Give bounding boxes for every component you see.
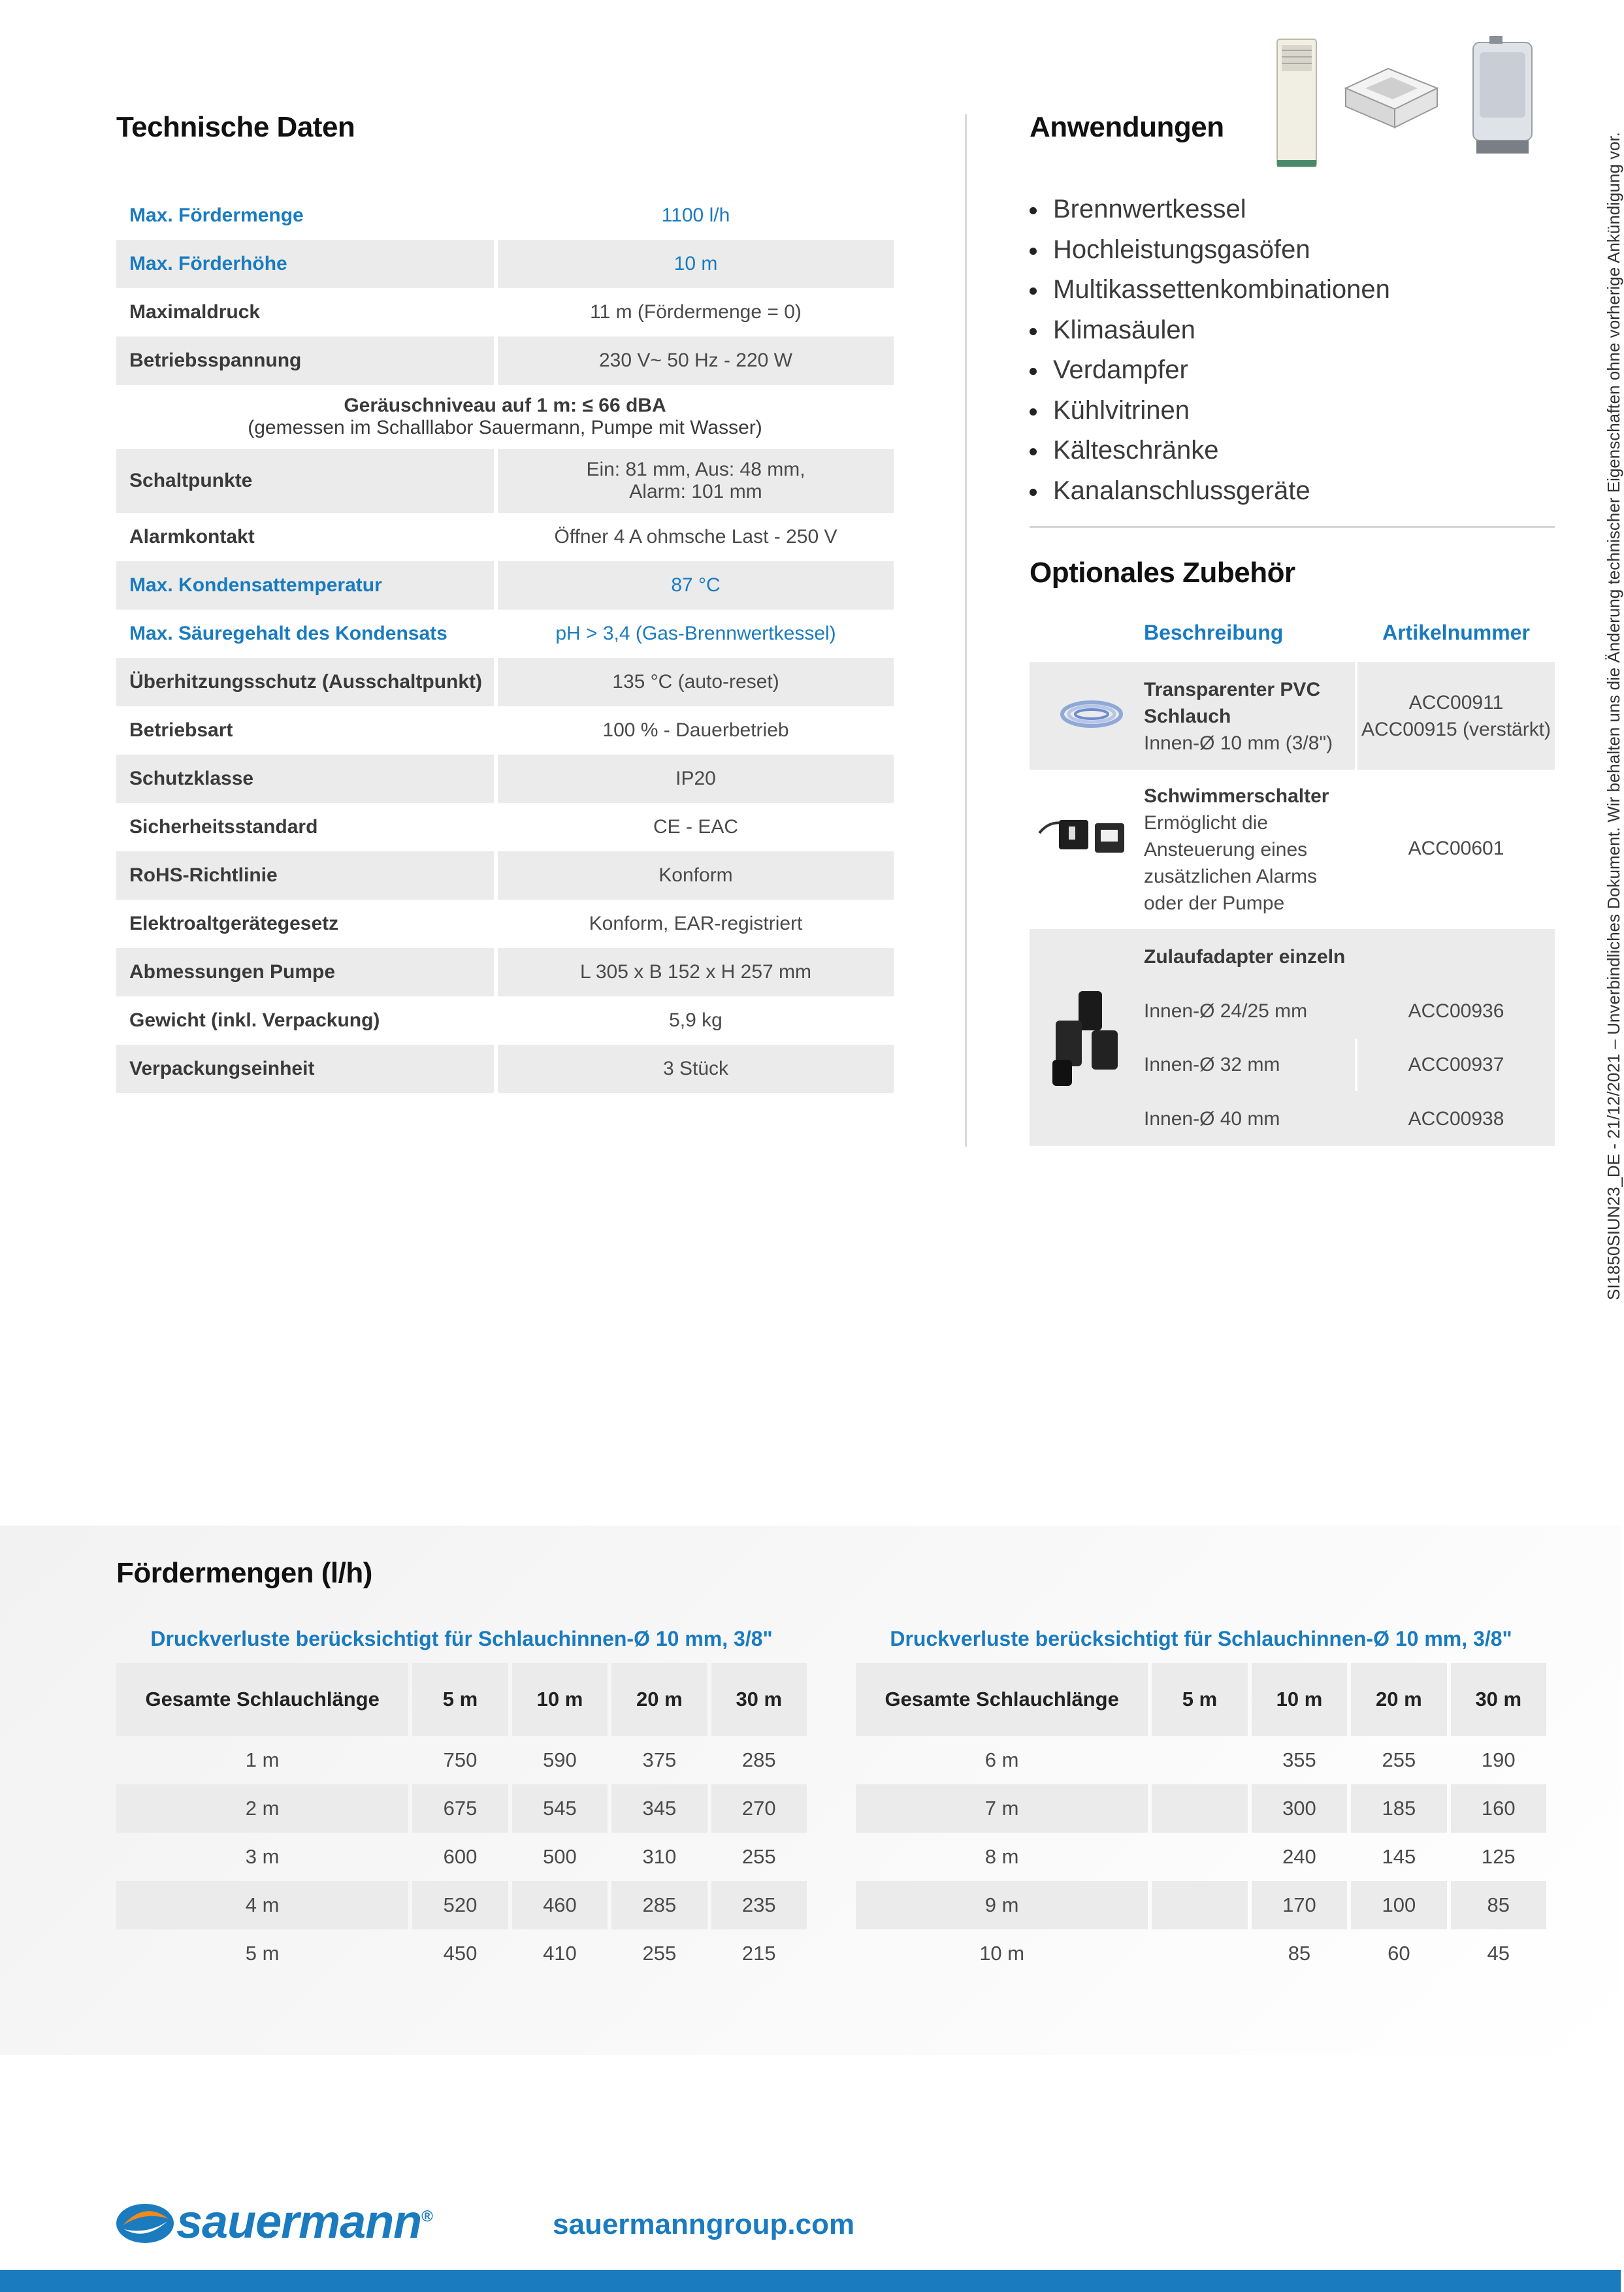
cell: 500	[543, 1845, 577, 1868]
col-header: 20 m	[611, 1663, 707, 1736]
col-header: 30 m	[1451, 1663, 1546, 1736]
cell: 750	[443, 1748, 478, 1771]
tech-label: Gewicht (inkl. Verpackung)	[129, 1009, 380, 1031]
tech-label: Elektroaltgerätegesetz	[129, 913, 339, 934]
table-row	[856, 1929, 1546, 1978]
accessory-hose	[1030, 662, 1555, 770]
adapter-image	[1043, 985, 1128, 1096]
cell: 675	[412, 1784, 508, 1833]
list-item: Multikassettenkombinationen	[1030, 270, 1390, 310]
cell	[1152, 1881, 1247, 1929]
tech-label: Alarmkontakt	[129, 526, 255, 548]
cell: 3 m	[245, 1845, 280, 1868]
float-switch-detail: Ansteuerung eines	[1144, 839, 1308, 860]
table-row	[856, 1784, 1546, 1833]
hose-name-line2: Schlauch	[1144, 706, 1231, 727]
column-divider	[965, 114, 967, 1147]
tech-row	[116, 1045, 894, 1093]
cell: 60	[1388, 1942, 1410, 1965]
cell: 255	[1382, 1748, 1416, 1771]
cell: 255	[741, 1845, 776, 1868]
adapter-desc: Innen-Ø 24/25 mm	[1144, 1000, 1308, 1022]
cell: 125	[1481, 1845, 1516, 1868]
list-item: Brennwertkessel	[1030, 189, 1390, 230]
tech-value: 1100 l/h	[661, 205, 730, 226]
list-item: Kanalanschlussgeräte	[1030, 471, 1390, 512]
section-divider	[1030, 526, 1555, 528]
footer-bar	[0, 2270, 1621, 2292]
hose-name-line1: Transparenter PVC	[1144, 679, 1321, 700]
col-article-header: Artikelnummer	[1382, 621, 1530, 644]
cell: 590	[543, 1748, 577, 1771]
brand-logo-text: sauermann	[176, 2196, 422, 2248]
tech-title: Technische Daten	[116, 111, 355, 143]
tech-value: Konform, EAR-registriert	[589, 913, 803, 934]
cell: 160	[1451, 1784, 1546, 1833]
tech-row	[116, 900, 894, 948]
tech-row	[116, 336, 894, 385]
tech-row	[116, 658, 894, 706]
cell: 520	[412, 1881, 508, 1929]
tech-value	[498, 449, 894, 513]
flow-caption-right: Druckverluste berücksichtigt für Schlauchinnen-Ø 10 mm, 3/8"	[890, 1627, 1512, 1650]
accessories-title: Optionales Zubehör	[1030, 557, 1295, 589]
tech-label: Schutzklasse	[116, 755, 494, 803]
cell: 85	[1288, 1942, 1311, 1965]
side-disclaimer: SI1850SIUN23_DE - 21/12/2021 – Unverbindliches Dokument. Wir behalten uns die Änderung technischer Eigenschaften ohne vorherige Ankündigung vor.	[1604, 132, 1623, 1300]
tech-row	[116, 513, 894, 561]
adapter-title	[1144, 943, 1345, 970]
tech-value: 3 Stück	[498, 1045, 894, 1093]
cell: 285	[741, 1748, 776, 1771]
flow-table-right	[852, 1663, 1550, 1978]
cell: 235	[711, 1881, 807, 1929]
cell: 460	[512, 1881, 608, 1929]
cell: 285	[611, 1881, 707, 1929]
tech-label: Sicherheitsstandard	[129, 816, 318, 838]
list-item: Verdampfer	[1030, 350, 1390, 391]
boiler-image	[1473, 36, 1532, 154]
table-row	[116, 1881, 807, 1929]
table-row	[116, 1929, 807, 1978]
cassette-ac-image	[1346, 69, 1437, 127]
col-description-header: Beschreibung	[1144, 621, 1284, 644]
cell: 300	[1252, 1784, 1347, 1833]
adapter-desc: Innen-Ø 40 mm	[1144, 1108, 1280, 1130]
tech-table	[116, 191, 894, 1093]
cell: 45	[1487, 1942, 1510, 1965]
table-row	[116, 1736, 807, 1784]
noise-line2: (gemessen im Schalllabor Sauermann, Pumpe mit Wasser)	[248, 417, 762, 438]
cell: 100	[1351, 1881, 1446, 1929]
hose-description	[1144, 676, 1333, 757]
cell: 8 m	[984, 1845, 1019, 1868]
tech-value: Öffner 4 A ohmsche Last - 250 V	[554, 526, 837, 548]
tech-label: Max. Kondensattemperatur	[116, 561, 494, 610]
tech-label: Betriebsart	[129, 719, 233, 741]
list-item: Hochleistungsgasöfen	[1030, 230, 1390, 270]
tech-row	[116, 610, 894, 658]
hose-article-2: ACC00915 (verstärkt)	[1361, 719, 1551, 740]
tech-value: 87 °C	[498, 561, 894, 610]
adapter-desc: Innen-Ø 32 mm	[1144, 1054, 1280, 1075]
cell: 375	[642, 1748, 677, 1771]
hose-detail: Innen-Ø 10 mm (3/8")	[1144, 732, 1333, 754]
tech-value-line1: Ein: 81 mm, Aus: 48 mm,	[586, 459, 805, 480]
table-row	[856, 1736, 1546, 1784]
col-header: Gesamte Schlauchlänge	[116, 1663, 408, 1736]
tech-value: 230 V~ 50 Hz - 220 W	[498, 336, 894, 385]
float-switch-description	[1144, 783, 1329, 917]
accessory-adapters	[1030, 929, 1555, 1146]
flow-caption-left: Druckverluste berücksichtigt für Schlauchinnen-Ø 10 mm, 3/8"	[150, 1627, 773, 1650]
tech-label: Abmessungen Pumpe	[116, 948, 494, 996]
hose-article-1: ACC00911	[1408, 692, 1504, 713]
cell: 9 m	[856, 1881, 1148, 1929]
cell: 190	[1481, 1748, 1516, 1771]
tech-label: Max. Förderhöhe	[116, 240, 494, 288]
adapter-article: ACC00938	[1408, 1108, 1504, 1130]
cell: 410	[543, 1942, 577, 1965]
col-header: 30 m	[711, 1663, 807, 1736]
list-item: Klimasäulen	[1030, 310, 1390, 351]
cell: 1 m	[245, 1748, 280, 1771]
tech-row	[116, 706, 894, 755]
col-header: 5 m	[412, 1663, 508, 1736]
col-header: Gesamte Schlauchlänge	[856, 1663, 1148, 1736]
tech-row	[116, 803, 894, 851]
tech-value-line2: Alarm: 101 mm	[629, 481, 762, 502]
col-header: 5 m	[1152, 1663, 1247, 1736]
tech-value: IP20	[498, 755, 894, 803]
tech-value: 5,9 kg	[669, 1009, 723, 1031]
float-switch-detail: Ermöglicht die	[1144, 812, 1269, 834]
tech-value: 10 m	[498, 240, 894, 288]
tech-value: 135 °C (auto-reset)	[498, 658, 894, 706]
floor-ac-unit-image	[1277, 39, 1316, 167]
sauermann-logo-icon	[115, 2201, 175, 2246]
list-item: Kühlvitrinen	[1030, 391, 1390, 431]
float-switch-detail: oder der Pumpe	[1144, 892, 1285, 914]
tech-row	[116, 948, 894, 996]
table-row	[116, 1833, 807, 1881]
cell: 600	[443, 1845, 478, 1868]
cell: 355	[1282, 1748, 1316, 1771]
cell: 2 m	[116, 1784, 408, 1833]
hose-article-numbers	[1357, 689, 1555, 743]
tech-row	[116, 288, 894, 336]
cell: 6 m	[984, 1748, 1019, 1771]
tech-row	[116, 449, 894, 513]
tech-row	[116, 191, 894, 240]
tech-value: L 305 x B 152 x H 257 mm	[498, 948, 894, 996]
tech-row	[116, 561, 894, 610]
float-switch-image	[1033, 804, 1131, 862]
tech-row	[116, 755, 894, 803]
float-switch-detail: zusätzlichen Alarms	[1144, 866, 1318, 887]
cell: 345	[611, 1784, 707, 1833]
cell: 270	[711, 1784, 807, 1833]
tech-label: Überhitzungsschutz (Ausschaltpunkt)	[116, 658, 494, 706]
noise-line1: Geräuschniveau auf 1 m: ≤ 66 dBA	[344, 395, 666, 416]
float-switch-article: ACC00601	[1408, 838, 1504, 859]
float-switch-name: Schwimmerschalter	[1144, 785, 1329, 807]
flow-table-left	[112, 1663, 811, 1978]
tech-row	[116, 996, 894, 1045]
adapter-name: Zulaufadapter einzeln	[1144, 946, 1346, 968]
cell	[1152, 1784, 1247, 1833]
apps-title: Anwendungen	[1030, 111, 1224, 143]
cell: 545	[512, 1784, 608, 1833]
cell: 240	[1282, 1845, 1316, 1868]
adapter-article: ACC00937	[1408, 1054, 1504, 1075]
tech-label: Maximaldruck	[129, 301, 261, 323]
col-header: 20 m	[1351, 1663, 1446, 1736]
tech-label: Max. Säuregehalt des Kondensats	[129, 623, 447, 644]
adapter-article: ACC00936	[1408, 1000, 1504, 1022]
tech-value: pH > 3,4 (Gas-Brennwertkessel)	[555, 623, 836, 644]
cell	[1152, 1929, 1247, 1978]
cell: 255	[642, 1942, 677, 1965]
cell: 170	[1252, 1881, 1347, 1929]
cell: 310	[642, 1845, 677, 1868]
cell: 145	[1382, 1845, 1416, 1868]
brand-logo[interactable]	[176, 2195, 432, 2249]
cell: 185	[1351, 1784, 1446, 1833]
table-row	[856, 1881, 1546, 1929]
cell: 85	[1451, 1881, 1546, 1929]
hose-image	[1056, 691, 1128, 737]
tech-value: Konform	[498, 851, 894, 900]
cell: 5 m	[245, 1942, 280, 1965]
registered-mark: ®	[421, 2208, 432, 2225]
cell: 7 m	[856, 1784, 1148, 1833]
product-images	[1267, 36, 1555, 170]
cell	[1152, 1736, 1247, 1784]
tech-label: Max. Fördermenge	[129, 205, 304, 226]
noise-row	[116, 385, 894, 449]
flow-title: Fördermengen (l/h)	[116, 1557, 372, 1589]
tech-value: CE - EAC	[653, 816, 739, 838]
tech-label: Verpackungseinheit	[116, 1045, 494, 1093]
col-header: 10 m	[512, 1663, 608, 1736]
tech-label: RoHS-Richtlinie	[116, 851, 494, 900]
tech-row	[116, 240, 894, 288]
tech-value: 100 % - Dauerbetrieb	[602, 719, 789, 741]
cell: 450	[443, 1942, 478, 1965]
tech-value: 11 m (Fördermenge = 0)	[590, 301, 802, 323]
tech-row	[116, 851, 894, 900]
cell: 215	[741, 1942, 776, 1965]
table-row	[116, 1784, 807, 1833]
tech-label: Betriebsspannung	[116, 336, 494, 385]
col-header: 10 m	[1252, 1663, 1347, 1736]
cell: 10 m	[979, 1942, 1025, 1965]
website-link[interactable]: sauermanngroup.com	[553, 2208, 855, 2240]
cell	[1152, 1833, 1247, 1881]
tech-label: Schaltpunkte	[116, 449, 494, 513]
applications-list	[1030, 189, 1390, 511]
cell: 4 m	[116, 1881, 408, 1929]
table-row	[856, 1833, 1546, 1881]
accessory-float-switch	[1030, 771, 1555, 928]
list-item: Kälteschränke	[1030, 431, 1390, 471]
